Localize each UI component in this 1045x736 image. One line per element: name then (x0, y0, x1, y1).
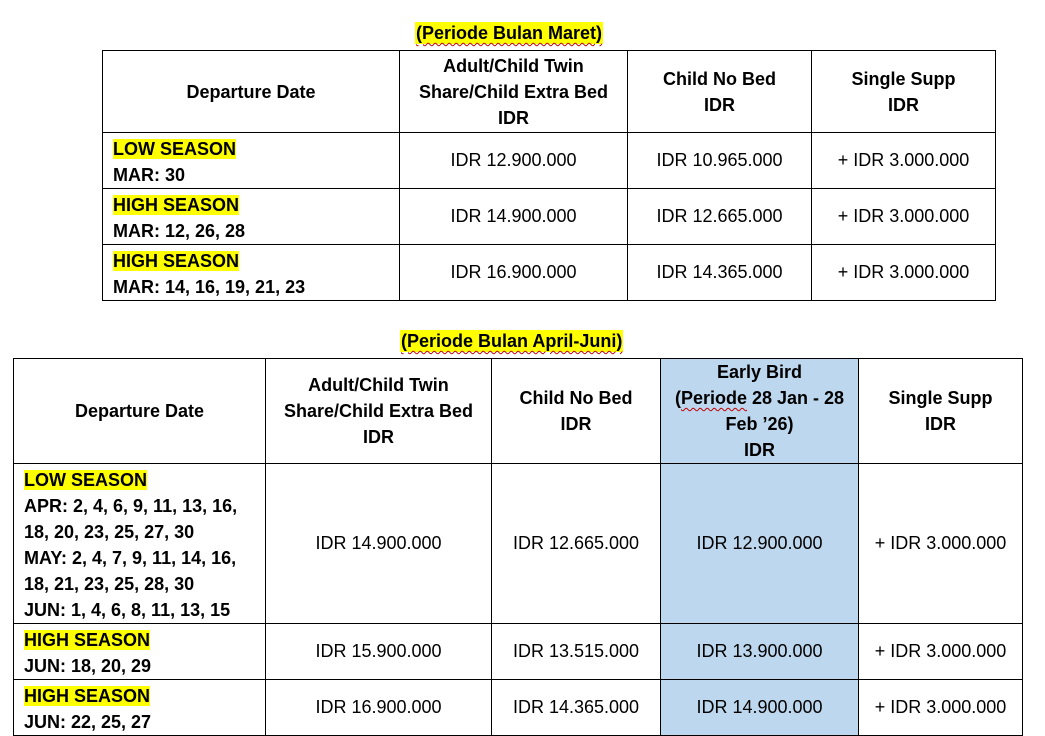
single-supp-price: + IDR 3.000.000 (812, 189, 996, 245)
header-single-line1: Single Supp (851, 68, 956, 89)
table1-title: (Periode Bulan Maret) (416, 23, 603, 43)
twin-price: IDR 14.900.000 (266, 464, 492, 624)
departure-cell (103, 133, 400, 189)
single-supp-price: + IDR 3.000.000 (859, 680, 1023, 736)
header-nobed-line1: Child No Bed (519, 388, 633, 408)
no-bed-price: IDR 13.515.000 (492, 624, 661, 680)
header-single-supp (859, 359, 1023, 464)
departure-dates: MAR: 12, 26, 28 (113, 221, 246, 241)
header-early-line1: Early Bird (716, 362, 803, 382)
header-early-periode: Periode (680, 388, 747, 408)
header-nobed-line2: IDR (560, 414, 592, 434)
season-label: HIGH SEASON (24, 630, 151, 650)
no-bed-price: IDR 12.665.000 (628, 189, 812, 245)
twin-price: IDR 16.900.000 (400, 245, 628, 301)
header-early-line2 (661, 385, 858, 411)
season-label: HIGH SEASON (24, 686, 151, 706)
header-twin-share (400, 51, 628, 133)
table2-header-row (14, 359, 1023, 464)
header-early-line4: IDR (744, 440, 775, 460)
header-child-no-bed (628, 51, 812, 133)
departure-dates: 18, 20, 23, 25, 27, 30 (24, 522, 195, 542)
twin-price: IDR 16.900.000 (266, 680, 492, 736)
table2-title: (Periode Bulan April-Juni) (401, 331, 623, 351)
twin-price: IDR 12.900.000 (400, 133, 628, 189)
season-label: LOW SEASON (24, 470, 148, 490)
header-twin-line1: Adult/Child Twin (443, 55, 584, 76)
no-bed-price: IDR 14.365.000 (628, 245, 812, 301)
table-row (14, 680, 1023, 736)
header-early-line3: Feb ’26) (725, 414, 794, 434)
departure-dates: MAY: 2, 4, 7, 9, 11, 14, 16, (24, 548, 237, 568)
table-row (14, 624, 1023, 680)
header-early-paren: ( (674, 388, 681, 408)
departure-cell (14, 464, 266, 624)
departure-dates: JUN: 22, 25, 27 (24, 712, 152, 732)
season-label: LOW SEASON (113, 139, 237, 159)
table-row (14, 464, 1023, 624)
header-early-range: 28 Jan - 28 (746, 388, 845, 408)
single-supp-price: + IDR 3.000.000 (859, 624, 1023, 680)
header-twin-line2: Share/Child Extra Bed (418, 81, 609, 102)
departure-dates: 18, 21, 23, 25, 28, 30 (24, 574, 195, 594)
header-nobed-line1: Child No Bed (663, 68, 776, 89)
departure-cell (103, 245, 400, 301)
departure-dates: APR: 2, 4, 6, 9, 11, 13, 16, (24, 496, 238, 516)
header-single-line2: IDR (888, 94, 919, 115)
departure-dates: JUN: 18, 20, 29 (24, 656, 152, 676)
no-bed-price: IDR 12.665.000 (492, 464, 661, 624)
header-twin-line2: Share/Child Extra Bed (283, 401, 474, 421)
early-bird-price: IDR 13.900.000 (661, 624, 859, 680)
early-bird-price: IDR 12.900.000 (661, 464, 859, 624)
header-single-supp (812, 51, 996, 133)
header-twin-line1: Adult/Child Twin (308, 375, 449, 395)
table-row (103, 133, 996, 189)
header-single-line1: Single Supp (888, 388, 993, 408)
table-row (103, 245, 996, 301)
price-table-march (102, 50, 996, 301)
header-nobed-line2: IDR (704, 94, 735, 115)
header-twin-line3: IDR (498, 107, 529, 128)
departure-cell (14, 624, 266, 680)
season-label: HIGH SEASON (113, 251, 240, 271)
header-child-no-bed (492, 359, 661, 464)
twin-price: IDR 15.900.000 (266, 624, 492, 680)
departure-dates: JUN: 1, 4, 6, 8, 11, 13, 15 (24, 600, 231, 620)
season-label: HIGH SEASON (113, 195, 240, 215)
price-table-april-june (13, 358, 1023, 736)
twin-price: IDR 14.900.000 (400, 189, 628, 245)
no-bed-price: IDR 14.365.000 (492, 680, 661, 736)
early-bird-price: IDR 14.900.000 (661, 680, 859, 736)
single-supp-price: + IDR 3.000.000 (859, 464, 1023, 624)
header-twin-share (266, 359, 492, 464)
header-departure-date: Departure Date (103, 51, 400, 133)
table1-header-row (103, 51, 996, 133)
single-supp-price: + IDR 3.000.000 (812, 133, 996, 189)
header-early-bird (661, 359, 859, 464)
single-supp-price: + IDR 3.000.000 (812, 245, 996, 301)
header-twin-line3: IDR (363, 427, 394, 447)
no-bed-price: IDR 10.965.000 (628, 133, 812, 189)
departure-dates: MAR: 30 (113, 165, 186, 185)
header-departure-date: Departure Date (14, 359, 266, 464)
table-row (103, 189, 996, 245)
header-single-line2: IDR (925, 414, 956, 434)
departure-cell (103, 189, 400, 245)
departure-cell (14, 680, 266, 736)
departure-dates: MAR: 14, 16, 19, 21, 23 (113, 277, 306, 297)
